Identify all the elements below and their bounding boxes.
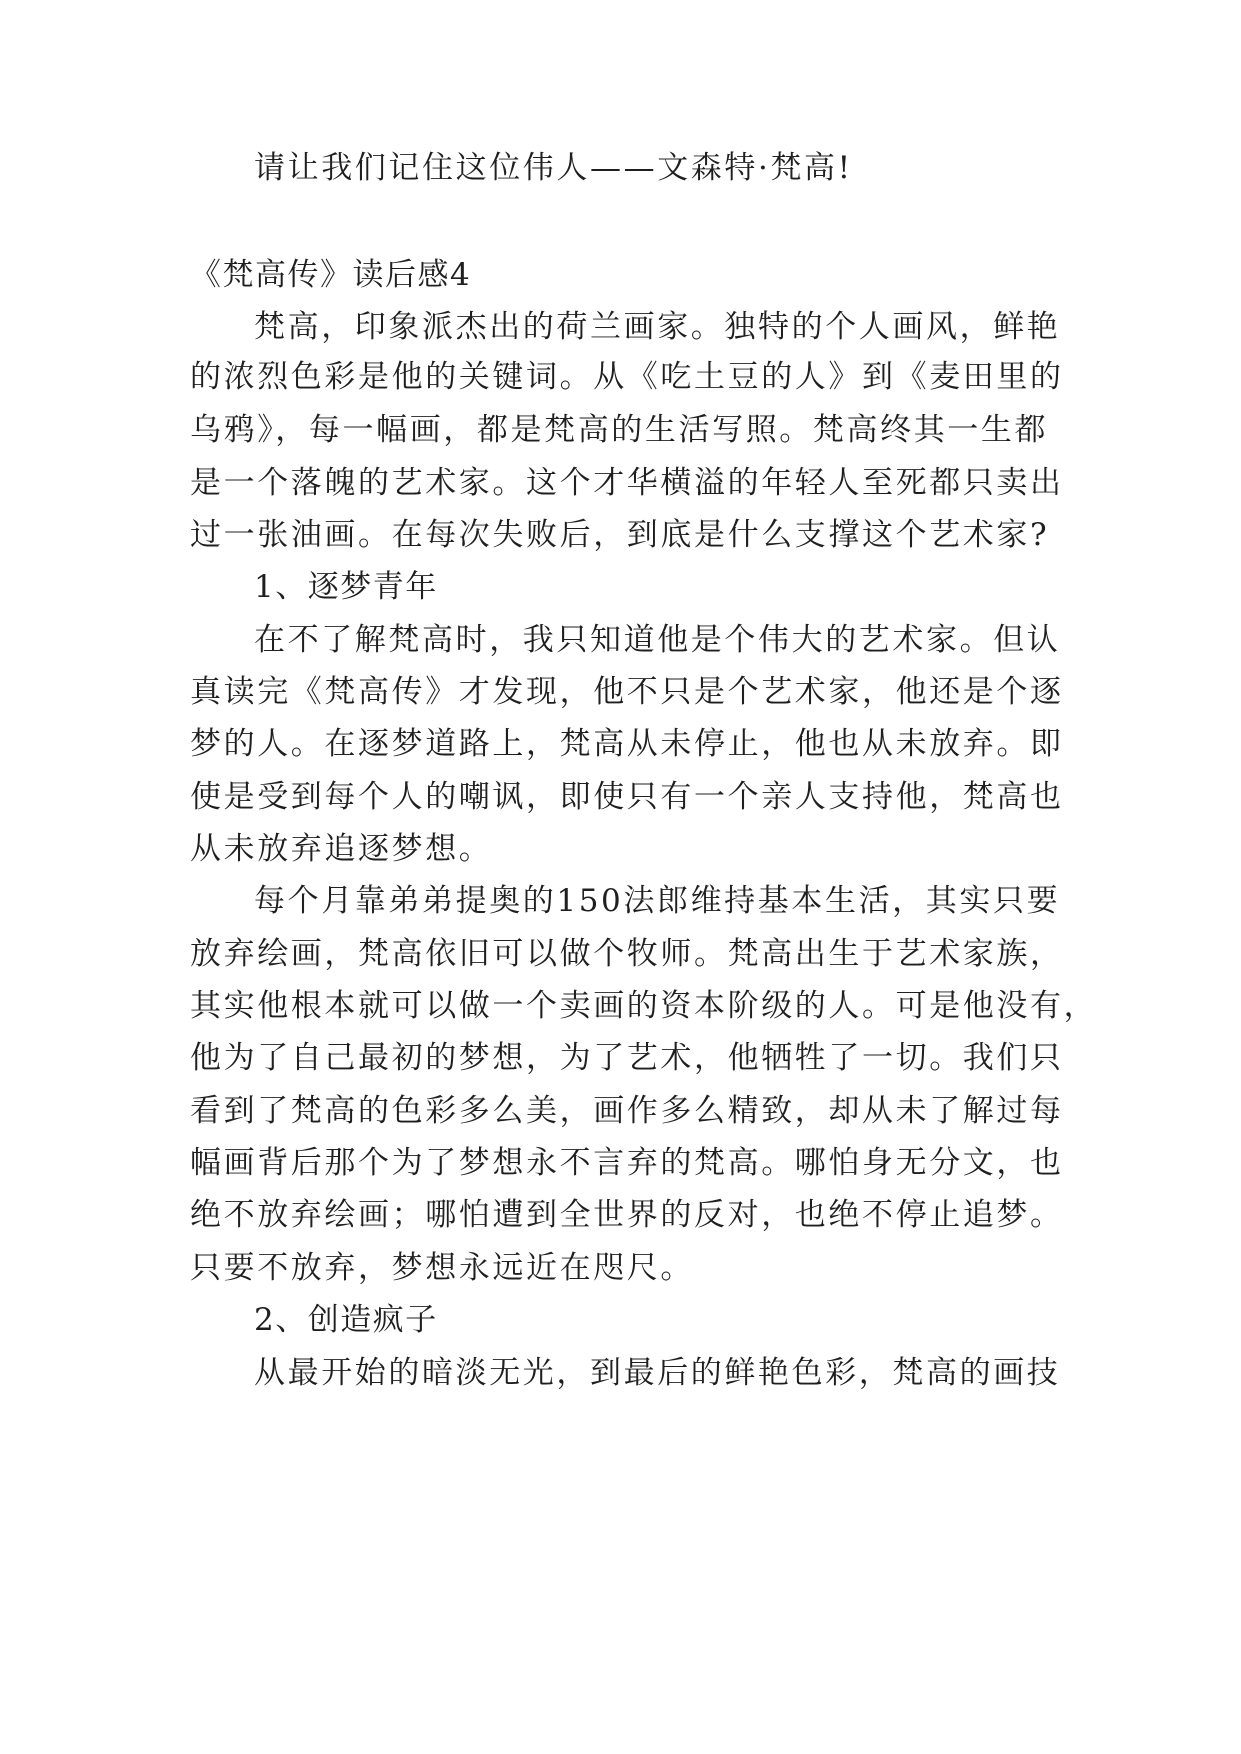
paragraph-line: 每个月靠弟弟提奥的150法郎维持基本生活，其实只要 xyxy=(254,883,1061,919)
closing-line: 请让我们记住这位伟人——文森特·梵高! xyxy=(254,150,853,186)
intro-line: 梵高，印象派杰出的荷兰画家。独特的个人画风，鲜艳 xyxy=(254,309,1061,345)
paragraph-line: 绝不放弃绘画；哪怕遭到全世界的反对，也绝不停止追梦。 xyxy=(190,1197,1064,1233)
paragraph-line: 幅画背后那个为了梦想永不言弃的梵高。哪怕身无分文，也 xyxy=(190,1145,1064,1181)
paragraph-line: 看到了梵高的色彩多么美，画作多么精致，却从未了解过每 xyxy=(190,1093,1064,1129)
paragraph-line: 使是受到每个人的嘲讽，即使只有一个亲人支持他，梵高也 xyxy=(190,779,1064,815)
paragraph-line: 其实他根本就可以做一个卖画的资本阶级的人。可是他没有， xyxy=(190,988,1098,1024)
intro-line: 的浓烈色彩是他的关键词。从《吃土豆的人》到《麦田里的 xyxy=(190,359,1064,395)
section-title: 《梵高传》读后感4 xyxy=(190,257,472,293)
intro-line: 乌鸦》，每一幅画，都是梵高的生活写照。梵高终其一生都 xyxy=(190,412,1049,448)
subheading-dream-youth: 1、逐梦青年 xyxy=(254,569,438,605)
paragraph-line: 他为了自己最初的梦想，为了艺术，他牺牲了一切。我们只 xyxy=(190,1040,1064,1076)
paragraph-line: 梦的人。在逐梦道路上，梵高从未停止，他也从未放弃。即 xyxy=(190,726,1064,762)
paragraph-line: 只要不放弃，梦想永远近在咫尺。 xyxy=(190,1250,694,1286)
intro-line: 是一个落魄的艺术家。这个才华横溢的年轻人至死都只卖出 xyxy=(190,465,1064,501)
paragraph-line: 放弃绘画，梵高依旧可以做个牧师。梵高出生于艺术家族， xyxy=(190,936,1064,972)
paragraph-line: 在不了解梵高时，我只知道他是个伟大的艺术家。但认 xyxy=(254,622,1061,658)
paragraph-line: 从未放弃追逐梦想。 xyxy=(190,831,493,867)
intro-line: 过一张油画。在每次失败后，到底是什么支撑这个艺术家? xyxy=(190,517,1050,553)
subheading-creative-madman: 2、创造疯子 xyxy=(254,1302,438,1338)
paragraph-line: 从最开始的暗淡无光，到最后的鲜艳色彩，梵高的画技 xyxy=(254,1355,1061,1391)
paragraph-line: 真读完《梵高传》才发现，他不只是个艺术家，他还是个逐 xyxy=(190,674,1064,710)
